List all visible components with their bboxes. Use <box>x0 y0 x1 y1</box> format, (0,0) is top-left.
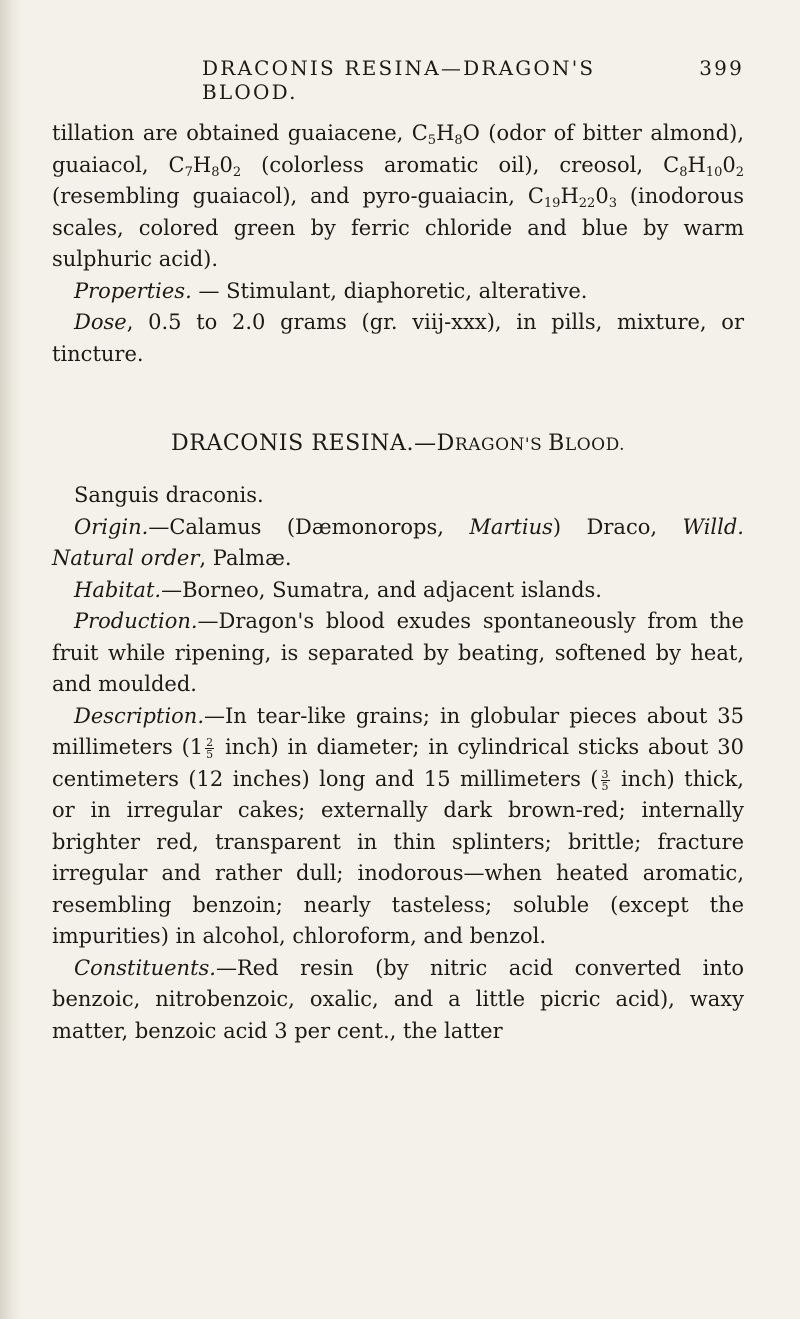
properties-paragraph: Properties. — Stimulant, diaphoretic, alterative. <box>74 278 588 303</box>
habitat-label: Habitat. <box>74 577 162 602</box>
dose-label: Dose <box>74 310 127 334</box>
habitat-paragraph: Habitat.—Borneo, Sumatra, and adjacent islands. <box>74 577 602 602</box>
constituents-paragraph: Constituents.—Red resin (by nitric acid converted into benzoic, nitrobenzoic, oxalic, and a little picric acid), waxy matter, benzoic acid 3 per cent., the latter <box>52 955 744 1043</box>
book-page <box>52 56 744 1047</box>
origin-paragraph: Origin.—Calamus (Dæmonorops, Martius) Draco, Willd. Natural order, Palmæ. <box>52 514 744 570</box>
continued-paragraph: tillation are obtained guaiacene, $C_5H_8O$ (odor of bitter almond), guaiacol, $C_7H_80_2$ (colorless aromatic oil), creosol, $C_8H_{10}0_2$ (resembling guaiacol), and pyro-guaiacin, $C_{19}H_{22}0_3$ (inodorous scales, colored green by ferric chloride and blue by warm sulphuric acid). <box>52 121 744 271</box>
production-paragraph: Production.—Dragon's blood exudes spontaneously from the fruit while ripening, is separated by beating, softened by heat, and moulded. <box>52 609 744 696</box>
fraction-three-fifths: $\frac{3}{5}$ <box>601 767 609 793</box>
description-paragraph: Description.—In tear-like grains; in globular pieces about 35 millimeters (1 $\frac{2}{5}$ inch) in diameter; in cylindrical sticks about 30 centimeters (12 inches) long and 15 millimeters ( $\frac{3}{5}$ inch) thick, or in irregular cakes; externally dark brown-red; internally brighter red, transparent in thin splinters; brittle; fracture irregular and rather dull; inodorous—when heated aromatic, resembling benzoin; nearly tasteless; soluble (except the impurities) in alcohol, chloroform, and benzol. <box>52 703 744 948</box>
synonym-paragraph: Sanguis draconis. <box>74 483 264 507</box>
description-label: Description. <box>74 703 204 728</box>
origin-label: Origin. <box>74 514 149 539</box>
running-head-title: DRACONIS RESINA—DRAGON'S BLOOD. <box>202 56 596 104</box>
constituents-label: Constituents. <box>74 955 216 980</box>
book-gutter-shadow <box>0 0 22 1319</box>
properties-label: Properties. <box>74 278 192 303</box>
production-label: Production. <box>74 609 198 633</box>
dose-paragraph: Dose, 0.5 to 2.0 grams (gr. viij-xxx), in pills, mixture, or tincture. <box>52 310 744 366</box>
running-head <box>52 56 744 104</box>
page-number: 399 <box>699 56 744 80</box>
fraction-two-fifths: $\frac{2}{5}$ <box>206 736 214 761</box>
section-heading: DRACONIS RESINA.—DRAGON'S BLOOD. <box>170 431 625 456</box>
